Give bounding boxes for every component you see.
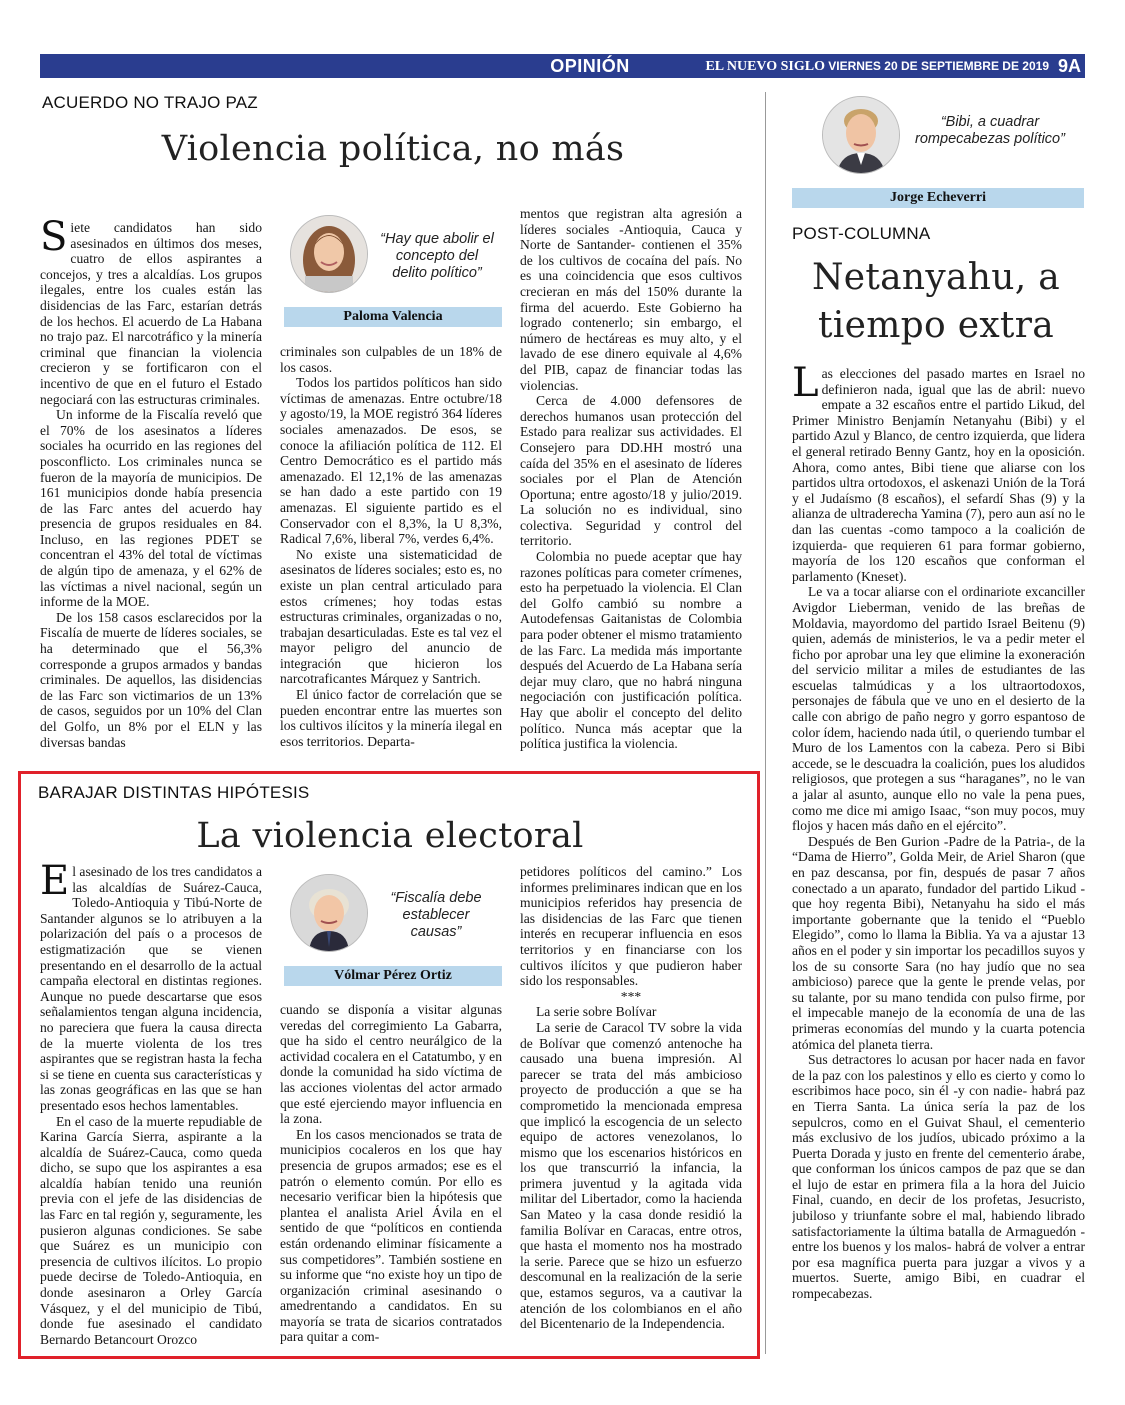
paragraph: Un informe de la Fiscalía reveló que el 70% de los asesinatos a líderes sociales ha ocurrido en las regiones del posconflicto. Los criminales nunca se fueron de la mayoría de municipios. De 161 municipios donde había presencia de las Farc antes del acuerdo hay presencia de grupos residuales en 84. Incluso, en las regiones PDET se concentran el 43% del total de víctimas de algún tipo de amenaza, y el 62% de las víctimas a nivel nacional, según un informe de la MOE. bbox=[40, 407, 262, 610]
subhead: La serie sobre Bolívar bbox=[536, 1004, 657, 1020]
author-name: Vólmar Pérez Ortiz bbox=[284, 966, 502, 986]
author-box-volmar bbox=[284, 868, 502, 986]
drop-cap: S bbox=[40, 220, 68, 260]
author-photo bbox=[822, 96, 900, 174]
paragraph: No existe una sistematicidad de asesinatos de líderes sociales; esto es, no existe un plan central articulado para estos crímenes; hoy todas estas estructuras criminales, organizadas o no, trabajan desarticuladas. Este es tal vez el mayor peligro del anuncio de integración que hicieron los narcotraficantes Márquez y Santrich. bbox=[280, 546, 502, 687]
page-header-bar bbox=[40, 54, 1085, 78]
paragraph: Le va a tocar aliarse con el ordinariote excanciller Avigdor Lieberman, venido de las breñas de Moldavia, mayordomo del partido Israel Beitenu (9) quien, además de ministerios, le va a pedir meter el ficho por aprobar una ley que elimine la exoneración del servicio militar a miles de estudiantes de las escuelas talmúdicas y a los ultraortodoxos, personajes de fábula que ve uno en el desierto de la calle con abrigo de paño negro y gorro espantoso de color ídem, haciendo nada útil, o queriendo tumbar el Muro de los Lamentos con la cabeza. Pero si Bibi accede, se le descuadra la coalición, pues los aludidos religiosos, que protegen a sus “haraganes”, no le van a jalar al asunto, aunque ello no vale la pena pues, como me dice mi amigo Isaac, “son muy pocos, muy flojos y hacen más daño en el ejército”. bbox=[792, 584, 1085, 834]
article2-column-3 bbox=[520, 864, 742, 1348]
paragraph: petidores políticos del camino.” Los informes preliminares indican que en los municipios referidos hay presencia de las disidencias de las Farc que tienen interés en recuperar influencia en esos territorios y en financiarse con los cultivos ilícitos y que pudieron haber sido los responsables. bbox=[520, 864, 742, 989]
article3-title-line2: tiempo extra bbox=[818, 305, 1054, 346]
paragraph: Después de Ben Gurion -Padre de la Patria-, de la “Dama de Hierro”, Golda Meir, de Ariel Sharon (que en paz descansa, por fin, después de pasar 7 años conectado a un aparato, fundador del partido Likud -que hoy regenta Bibi), Netanyahu ha sido el más importante gobernante que la tenido el “Pueblo Elegido”, como lo llama la Biblia. Ya va a ajustar 13 años en el poder y sin importar los pecadillos suyos y los de su consorte Sara (no hay judío que no sea ambicioso) parece que la gente le prende velas, por su talante, por su mano tendida con pulso firme, por el impecable manejo de la economía de una de las primeras economías del mundo y la cuarta potencia atómica del planeta tierra. bbox=[792, 833, 1085, 1052]
article2-title: La violencia electoral bbox=[196, 816, 584, 856]
separator-stars: *** bbox=[620, 988, 642, 1004]
article1-kicker: ACUERDO NO TRAJO PAZ bbox=[42, 93, 258, 112]
paragraph: De los 158 casos esclarecidos por la Fiscalía de muerte de líderes sociales, se ha determinado que el 56,3% corresponde a grupos armados y bandas criminales. De aquellos, las disidencias de las Farc son victimarios de un 13% de casos, seguidos por un 10% del Clan del Golfo, un 8% por el ELN y las diversas bandas bbox=[40, 609, 262, 750]
paragraph: mentos que registran alta agresión a líderes sociales -Antioquia, Cauca y Norte de Santander- contienen el 35% de los cultivos de cocaína del país. No es una coincidencia que esos cultivos crecieran en más del 150% durante la firma del acuerdo. Este Gobierno ha logrado contenerlo; sin embargo, el número de hectáreas es muy alto, y el lavado de ese dinero equivale al 4,6% del PIB, capaz de financiar todas las violencias. bbox=[520, 206, 742, 393]
portrait-image bbox=[291, 875, 367, 951]
paragraph: Colombia no puede aceptar que hay razones políticas para cometer crímenes, esto ha perpetuado la violencia. El Clan del Golfo cambió su nombre a Autodefensas Gaitanistas de Colombia para poder obtener el mismo tratamiento de las Farc. La medida más importante después del Acuerdo de La Habana sería dejar muy claro, que no habrá ninguna negociación con justificación política. Hay que abolir el concepto del delito político. Nunca más aceptar que la política justifica la violencia. bbox=[520, 549, 742, 752]
drop-cap: E bbox=[40, 864, 70, 904]
paragraph: En el caso de la muerte repudiable de Karina García Sierra, aspirante a la alcaldía de Suárez-Cauca, como queda dicho, se supo que los aspirantes a esa alcaldía habían tenido una reunión previa con el jefe de las disidencias de las Farc en tal región y, seguramente, les pusieron algunas condiciones. Se sabe que Suárez es un municipio con presencia de cultivos ilícitos. Lo propio puede decirse de Toledo-Antioquia, en donde asesinaron a Orley García Vásquez, y el del municipio de Tibú, donde fue asesinado el candidato Bernardo Betancourt Orozco bbox=[40, 1113, 262, 1347]
article2-column-1 bbox=[40, 864, 262, 1348]
paragraph: El único factor de correlación que se pueden encontrar entre las muertes son los cultivos ilícitos y la minería ilegal en esos territorios. Departa- bbox=[280, 687, 502, 749]
newspaper-name: EL NUEVO SIGLO bbox=[705, 59, 825, 74]
article2-column-2 bbox=[280, 1002, 502, 1348]
article1-column-1 bbox=[40, 220, 262, 752]
paragraph: El asesinado de los tres candidatos a las alcaldías de Suárez-Cauca, Toledo-Antioquia y Tibú-Norte de Santander algunos se lo atribuyen a la polarización del país o a procesos de estigmatización que se vienen presentando en el desarrollo de la actual campaña electoral en distintas regiones. Aunque no puede descartarse que esos señalamientos tengan alguna incidencia, no pareciera que fuera la causa directa de la muerte violenta de los tres aspirantes que se registran hasta la fecha si se tiene en cuenta sus características y las zonas geográficas en las que se han presentado esos hechos lamentables. bbox=[40, 864, 262, 1113]
portrait-image bbox=[291, 216, 367, 292]
paragraph: Cerca de 4.000 defensores de derechos humanos usan protección del Estado para realizar sus actividades. El Consejero para DD.HH mostró una caída del 35% en el asesinato de líderes sociales por el Plan de Atención Oportuna; entre agosto/18 y julio/2019. La solución no es individual, sino colectiva. Seguridad y control del territorio. bbox=[520, 393, 742, 549]
author-name: Jorge Echeverri bbox=[792, 188, 1084, 208]
article2-kicker: BARAJAR DISTINTAS HIPÓTESIS bbox=[38, 783, 310, 802]
issue-date: VIERNES 20 DE SEPTIEMBRE DE 2019 bbox=[828, 59, 1049, 73]
author-quote: “Bibi, a cuadrar rompecabezas político” bbox=[915, 114, 1065, 147]
author-photo bbox=[290, 215, 368, 293]
author-quote: “Hay que abolir el concepto del delito político” bbox=[380, 231, 494, 281]
author-quote: “Fiscalía debe establecer causas” bbox=[390, 890, 482, 940]
section-label: OPINIÓN bbox=[550, 56, 630, 76]
paragraph: La serie de Caracol TV sobre la vida de Bolívar que comenzó antenoche ha causado una buena impresión. Al parecer se trata del más ambicioso proyecto de producción a que se ha comprometido la mencionada empresa que implicó la escogencia de un selecto equipo de actores venezolanos, lo mismo que los escenarios históricos en los que transcurrió la infancia, la primera juventud y la agitada vida militar del Libertador, como la hacienda San Mateo y la casa donde residió la familia Bolívar en Caracas, entre otros, que hasta el momento nos ha mostrado la serie. Parece que se hizo un esfuerzo descomunal en la realización de la serie que, estamos seguros, va a cautivar la atención de los colombianos en el año del Bicentenario de la Independencia. bbox=[520, 1019, 742, 1332]
article3-title-line1: Netanyahu, a bbox=[811, 257, 1061, 298]
paragraph: Siete candidatos han sido asesinados en últimos dos meses, cuatro de ellos aspirantes a concejos, y tres a alcaldías. Los grupos ilegales, entre los cuales están las disidencias de las Farc, estarían detrás de los hechos. El acuerdo de La Habana no trajo paz. El narcotráfico y la minería criminal que financian la violencia crecieron y se fortificaron con el incentivo de que en el futuro el Estado negociará con las estructuras criminales. bbox=[40, 220, 262, 407]
author-box-jorge bbox=[792, 92, 1084, 208]
article3-column bbox=[792, 366, 1085, 1350]
author-name: Paloma Valencia bbox=[284, 307, 502, 327]
paragraph: En los casos mencionados se trata de municipios cocaleros en los que hay presencia de grupos armados; ese es el patrón o elemento común. Por ello es necesario verificar bien la hipótesis que plantea el analista Ariel Ávila en el sentido de que “políticos en contienda están ordenando eliminar físicamente a sus competidores”. También sostiene en su informe que “no existe hoy un tipo de organización criminal asesinando o amedrentando a candidatos. En su mayoría se trata de sicarios contratados para quitar a com- bbox=[280, 1126, 502, 1345]
paragraph: criminales son culpables de un 18% de los casos. bbox=[280, 344, 502, 375]
article1-column-2 bbox=[280, 344, 502, 752]
portrait-image bbox=[823, 97, 899, 173]
page-number: 9A bbox=[1057, 56, 1081, 76]
article3-kicker: POST-COLUMNA bbox=[792, 224, 931, 243]
drop-cap: L bbox=[792, 366, 819, 406]
masthead bbox=[705, 54, 1049, 78]
paragraph: Todos los partidos políticos han sido víctimas de amenazas. Entre octubre/18 y agosto/19, la MOE registró 364 líderes sociales amenazados. De esos, se conoce la afiliación política de 112. El Centro Democrático es el partido más amenazado. El 12,1% de las amenazas se han dado a este partido con 19 amenazas. El siguiente partido es el Conservador con el 8,3%, la U 8,3%, Radical 7,6%, liberal 7%, verdes 6,4%. bbox=[280, 375, 502, 547]
paragraph: cuando se disponía a visitar algunas veredas del corregimiento La Gabarra, que ha sido el centro neurálgico de la actividad cocalera en el Catatumbo, y en donde la comunidad ha sido víctima de las acciones violentas del actor armado que esté ejerciendo mayor influencia en la zona. bbox=[280, 1002, 502, 1127]
paragraph: Las elecciones del pasado martes en Israel no definieron nada, igual que las de abril: nuevo empate a 32 escaños entre el partido Likud, del Primer Ministro Benjamín Netanyahu (Bibi) y el partido Azul y Blanco, de centro izquierda, que lidera el general retirado Benny Gantz, hoy en la oposición. Ahora, como antes, Bibi tiene que aliarse con los partidos ultra ortodoxos, el askenazi Unión de la Torá y el Judaísmo (8 escaños), el sefardí Shas (9) y la alianza de ultraderecha Yamina (7), pero aun así no le dan las cuentas -como tampoco a la coalición de izquierda- que requieren 61 para formar gobierno, mayoría de los 120 escaños que conforman el parlamento (Kneset). bbox=[792, 366, 1085, 584]
paragraph: Sus detractores lo acusan por hacer nada en favor de la paz con los palestinos y ello es cierto y como lo escribimos hace poco, sin él -y con nadie- habrá paz en Tierra Santa. La única sería la paz de los sepulcros, como en el Guivat Shaul, el cementerio más exclusivo de los judíos, ubicado próximo a la Puerta Dorada y justo en frente del cementerio árabe, que conforman los únicos campos de paz que se dan el lujo de estar en primera fila a la hora del Juicio Final, cuando, en decir de los profetas, Jesucristo, jubiloso y triunfante sobre el mal, habiendo librado satisfactoriamente la última batalla de Armaguedón -entre los buenos y los malos- habrá de volver a entrar por esa magnífica puerta para juzgar a vivos y a muertos. Suerte, amigo Bibi, en cuadrar el rompecabezas. bbox=[792, 1052, 1085, 1302]
column-divider bbox=[765, 92, 766, 1354]
article1-column-3 bbox=[520, 206, 742, 752]
author-photo bbox=[290, 874, 368, 952]
author-box-paloma bbox=[284, 209, 502, 327]
article1-title: Violencia política, no más bbox=[161, 129, 625, 169]
